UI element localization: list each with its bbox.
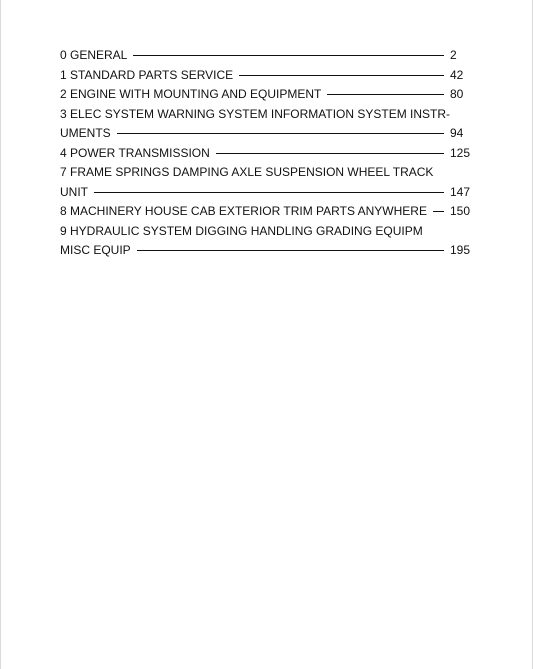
- toc-entry-hydraulic-system-line-1[interactable]: [60, 222, 472, 242]
- toc-leader-line: [239, 75, 444, 76]
- toc-entry-title: 1 STANDARD PARTS SERVICE: [60, 67, 234, 82]
- toc-entry-title: UNIT: [60, 184, 88, 199]
- table-of-contents: [60, 46, 472, 261]
- toc-page-number: 147: [450, 184, 471, 199]
- toc-entry-standard-parts-service[interactable]: [60, 66, 472, 86]
- toc-entry-title: 4 POWER TRANSMISSION: [60, 145, 210, 160]
- toc-entry-title: 8 MACHINERY HOUSE CAB EXTERIOR TRIM PARTS ANYWHERE: [60, 204, 427, 218]
- toc-entry-hydraulic-system-line-2[interactable]: [60, 241, 472, 261]
- toc-page-number: 42: [450, 67, 464, 82]
- toc-leader-line: [433, 211, 444, 212]
- toc-leader-line: [216, 153, 444, 154]
- toc-page-number: 125: [450, 145, 471, 160]
- toc-page-number: 150: [450, 204, 471, 218]
- toc-entry-elec-system-line-1[interactable]: [60, 105, 472, 125]
- toc-entry-title: UMENTS: [60, 126, 111, 140]
- toc-leader-line: [327, 94, 444, 95]
- toc-entry-elec-system-line-2[interactable]: [60, 124, 472, 144]
- toc-entry-machinery-house[interactable]: [60, 202, 472, 222]
- toc-entry-title: MISC EQUIP: [60, 243, 131, 257]
- toc-entry-engine[interactable]: [60, 85, 472, 105]
- toc-entry-general[interactable]: [60, 46, 472, 66]
- toc-page-number: 94: [450, 126, 464, 140]
- toc-leader-line: [94, 192, 444, 193]
- toc-entry-title: 3 ELEC SYSTEM WARNING SYSTEM INFORMATION SYSTEM INSTR-: [60, 106, 451, 121]
- toc-page-number: 195: [450, 243, 471, 257]
- toc-entry-power-transmission[interactable]: [60, 144, 472, 164]
- toc-entry-title: 2 ENGINE WITH MOUNTING AND EQUIPMENT: [60, 87, 322, 101]
- toc-entry-title: 0 GENERAL: [60, 48, 128, 62]
- toc-leader-line: [137, 250, 444, 251]
- toc-entry-title: 7 FRAME SPRINGS DAMPING AXLE SUSPENSION WHEEL TRACK: [60, 165, 434, 179]
- toc-page-number: 80: [450, 87, 464, 101]
- toc-entry-title: 9 HYDRAULIC SYSTEM DIGGING HANDLING GRADING EQUIPM: [60, 223, 423, 238]
- toc-leader-line: [117, 133, 444, 134]
- toc-leader-line: [133, 55, 444, 56]
- toc-page-number: 2: [450, 48, 457, 62]
- toc-entry-frame-springs-line-1[interactable]: [60, 163, 472, 183]
- toc-entry-frame-springs-line-2[interactable]: [60, 183, 472, 203]
